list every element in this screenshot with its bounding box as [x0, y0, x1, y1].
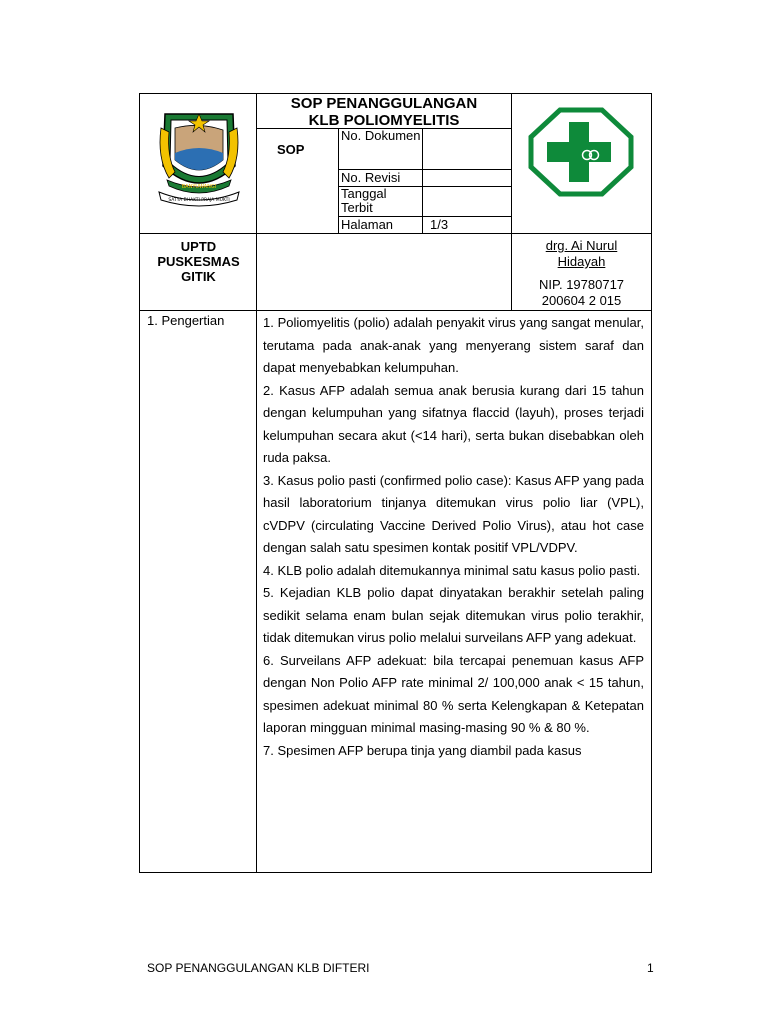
paragraph: 3. Kasus polio pasti (confirmed polio case): Kasus AFP yang pada hasil laboratorium tinjanya ditemukan virus polio liar (VPL), cVDPV (circulating Vaccine Derived Polio Virus), atau hot case dengan salah satu spesimen kontak positif VPL/VDPV.: [263, 472, 644, 555]
paragraph: 1. Poliomyelitis (polio) adalah penyakit virus yang sangat menular, terutama pada anak-anak yang menyerang sistem saraf dan dapat menyebabkan kelumpuhan.: [263, 315, 644, 375]
regency-logo: [155, 108, 243, 208]
rule-col-left: [256, 93, 257, 873]
signer-name-line-2: Hidayah: [557, 254, 606, 269]
title-line-2: KLB POLIOMYELITIS: [308, 112, 460, 129]
field-value-halaman: 1/3: [430, 217, 449, 232]
paragraph: 4. KLB polio adalah ditemukannya minimal satu kasus polio pasti.: [263, 562, 641, 578]
title-line-1: SOP PENANGGULANGAN: [290, 95, 478, 112]
organization-name: [140, 239, 257, 284]
rule-org-bottom: [139, 310, 652, 311]
org-line-2: PUSKESMAS: [157, 254, 240, 269]
section-label: 1. Pengertian: [147, 313, 225, 328]
org-line-3: GITIK: [181, 269, 216, 284]
signer-nip-line-2: 200604 2 015: [541, 293, 622, 308]
field-label-tanggal-terbit: Tanggal Terbit: [341, 186, 387, 215]
puskesmas-logo: [528, 107, 634, 197]
section-body: [263, 312, 644, 762]
signer-name-line-1: drg. Ai Nurul: [545, 238, 618, 253]
field-label-halaman: Halaman: [341, 217, 394, 232]
signer-block: [512, 238, 651, 309]
svg-text:SATYA BHAKTI PRAJA MUKTI: SATYA BHAKTI PRAJA MUKTI: [168, 198, 230, 203]
rule-field-value: [422, 128, 423, 233]
paragraph: 7. Spesimen AFP berupa tinja yang diambil pada kasus: [263, 742, 582, 758]
signer-nip-line-1: NIP. 19780717: [538, 277, 625, 292]
paragraph: 2. Kasus AFP adalah semua anak berusia kurang dari 15 tahun dengan kelumpuhan yang sifatnya flaccid (layuh), proses terjadi kelumpuhan secara akut (<14 hari), serta bukan disebabkan oleh ruda paksa.: [263, 382, 644, 465]
field-label-no-revisi: No. Revisi: [341, 170, 401, 185]
rule-field-label: [338, 128, 339, 233]
footer-title: SOP PENANGGULANGAN KLB DIFTERI: [147, 961, 370, 975]
org-line-1: UPTD: [180, 239, 217, 254]
sop-label: SOP: [277, 142, 305, 157]
paragraph: 5. Kejadian KLB polio dapat dinyatakan berakhir setelah paling sedikit selama enam bulan sejak ditemukan virus polio terakhir, tidak ditemukan virus polio melalui surveilans AFP yang adekuat.: [263, 585, 644, 645]
document-title: [257, 95, 511, 129]
rule-header-bottom: [139, 233, 652, 234]
paragraph: 6. Surveilans AFP adekuat: bila tercapai penemuan kasus AFP dengan Non Polio AFP rate minimal 2/ 100,000 anak < 15 tahun, spesimen adekuat minimal 80 % serta Kelengkapan & Ketepatan laporan mingguan minimal masing-masing 90 % & 80 %.: [263, 652, 644, 735]
svg-text:BANYUWANGI: BANYUWANGI: [181, 184, 217, 190]
page-number: 1: [647, 961, 654, 975]
field-label-no-dokumen: No. Dokumen: [341, 128, 421, 143]
